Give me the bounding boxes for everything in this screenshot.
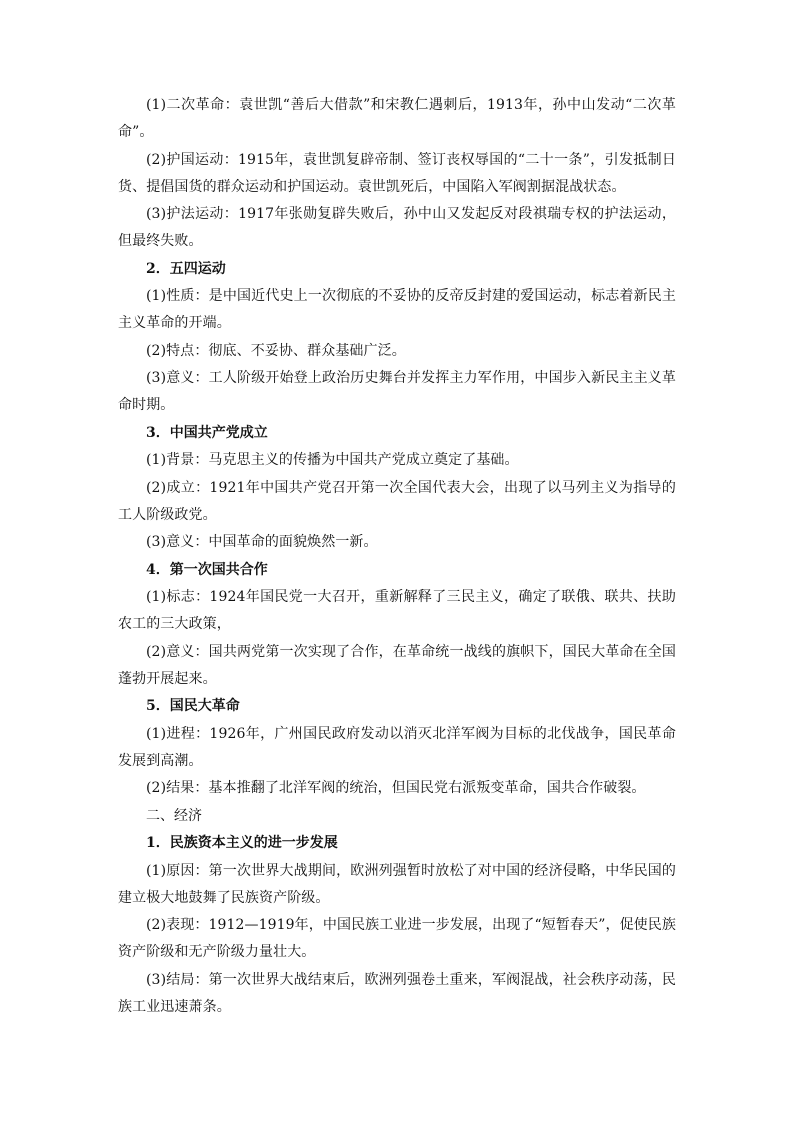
- paragraph-may-fourth-significance: (3)意义：工人阶级开始登上政治历史舞台并发挥主力军作用，中国步入新民主主义革命时期。: [118, 370, 676, 413]
- document-body: [118, 92, 676, 1021]
- heading-cpc-founding: 3．中国共产党成立: [146, 424, 268, 441]
- paragraph-capitalism-manifestation: (2)表现：1912—1919年，中国民族工业进一步发展，出现了“短暂春天”，促使民族资产阶级和无产阶级力量壮大。: [118, 917, 676, 960]
- paragraph-constitution-protection: (3)护法运动：1917年张勋复辟失败后，孙中山又发起反对段祺瑞专权的护法运动，但最终失败。: [118, 206, 676, 249]
- paragraph-may-fourth-nature: (1)性质：是中国近代史上一次彻底的不妥协的反帝反封建的爱国运动，标志着新民主主义革命的开端。: [118, 288, 676, 331]
- paragraph-cooperation-sign: (1)标志：1924年国民党一大召开，重新解释了三民主义，确定了联俄、联共、扶助农工的三大政策，: [118, 589, 676, 632]
- paragraph-revolution-result: (2)结果：基本推翻了北洋军阀的统治，但国民党右派叛变革命，国共合作破裂。: [146, 780, 646, 796]
- heading-national-revolution: 5．国民大革命: [146, 698, 240, 714]
- heading-national-capitalism: 1．民族资本主义的进一步发展: [146, 835, 338, 851]
- paragraph-cpc-background: (1)背景：马克思主义的传播为中国共产党成立奠定了基础。: [146, 452, 519, 468]
- paragraph-second-revolution: (1)二次革命：袁世凯“善后大借款”和宋教仁遇刺后，1913年，孙中山发动“二次革命”。: [118, 97, 676, 140]
- paragraph-revolution-process: (1)进程：1926年，广州国民政府发动以消灭北洋军阀为目标的北伐战争，国民革命发展到高潮。: [118, 725, 676, 769]
- paragraph-cpc-founding: (2)成立：1921年中国共产党召开第一次全国代表大会，出现了以马列主义为指导的工人阶级政党。: [118, 479, 676, 523]
- heading-first-kmt-cpc-cooperation: 4．第一次国共合作: [146, 561, 268, 578]
- heading-economy: 二、经济: [146, 807, 202, 824]
- paragraph-cpc-significance: (3)意义：中国革命的面貌焕然一新。: [146, 534, 378, 550]
- paragraph-cooperation-significance: (2)意义：国共两党第一次实现了合作，在革命统一战线的旗帜下，国民大革命在全国蓬勃开展起来。: [118, 643, 676, 687]
- paragraph-capitalism-cause: (1)原因：第一次世界大战期间，欧洲列强暂时放松了对中国的经济侵略，中华民国的建立极大地鼓舞了民族资产阶级。: [118, 862, 676, 906]
- paragraph-national-protection: (2)护国运动：1915年，袁世凯复辟帝制、签订丧权辱国的“二十一条”，引发抵制日货、提倡国货的群众运动和护国运动。袁世凯死后，中国陷入军阀割据混战状态。: [118, 151, 676, 195]
- paragraph-may-fourth-features: (2)特点：彻底、不妥协、群众基础广泛。: [146, 342, 406, 359]
- heading-may-fourth: 2．五四运动: [146, 260, 226, 277]
- paragraph-capitalism-outcome: (3)结局：第一次世界大战结束后，欧洲列强卷土重来，军阀混战，社会秩序动荡，民族工业迅速萧条。: [118, 971, 676, 1015]
